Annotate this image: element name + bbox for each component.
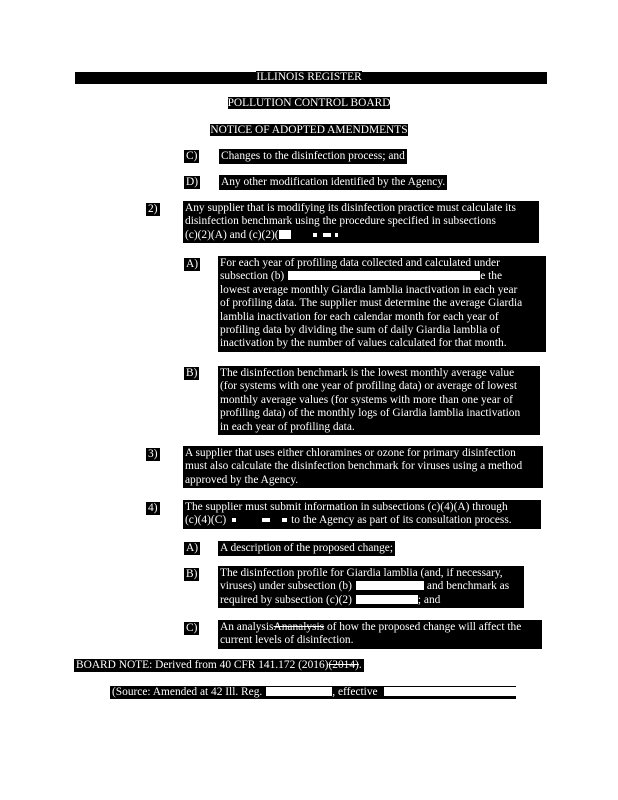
redaction-mark [266, 687, 332, 696]
redaction-mark [335, 233, 338, 237]
redaction-mark [279, 230, 291, 239]
item-c-text: Changes to the disinfection process; and [219, 149, 407, 164]
item-d-text: Any other modification identified by the Agency. [219, 175, 447, 190]
redaction-mark [282, 518, 287, 522]
redaction-mark [384, 687, 518, 696]
source-line: (Source: Amended at 42 Ill. Reg. , effective ) [112, 686, 522, 698]
paragraph-4-text: The supplier must submit information in subsections (c)(4)(A) through (c)(4)(C) to the Agency as part of its consultation process. [183, 500, 541, 529]
redaction-mark [262, 518, 270, 522]
paragraph-3-label: 3) [148, 448, 158, 460]
item-c-label: C) [186, 150, 198, 162]
paragraph-2-label: 2) [148, 203, 158, 215]
paragraph-3-text: A supplier that uses either chloramines or ozone for primary disinfection must also calculate the disinfection benchmark for viruses using a method approved by the Agency. [183, 446, 543, 488]
item-b-label: B) [186, 367, 198, 379]
item-a-text: For each year of profiling data collected and calculated under subsection (b) e the lowest average monthly Giardia lamblia inactivation in each year of profiling data. The supplier must determine the average Giardia lamblia inactivation for each calendar month for each year of profiling data by dividing the sum of daily Giardia lamblia of inactivation by the number of values calculated for that month. [218, 256, 546, 352]
item-a2-label: A) [186, 542, 199, 554]
board-note: BOARD NOTE: Derived from 40 CFR 141.172 (2016)(2014). [76, 659, 362, 671]
redaction-mark [288, 271, 480, 280]
item-c2-label: C) [186, 622, 198, 634]
paragraph-2-text: Any supplier that is modifying its disinfection practice must calculate its disinfection benchmark using the procedure specified in subsections (c)(2)(A) and (c)(2)( [183, 201, 539, 243]
redaction-mark [356, 595, 418, 604]
item-b2-text: The disinfection profile for Giardia lamblia (and, if necessary, viruses) under subsection (b) and benchmark as required by subsection (c)(2) ; and [218, 566, 524, 608]
item-c2-text: An analysisAnanalysis of how the proposed change will affect the current levels of disinfection. [218, 620, 542, 649]
redaction-mark [232, 518, 236, 522]
board-title: POLLUTION CONTROL BOARD [227, 97, 391, 109]
item-b-text: The disinfection benchmark is the lowest monthly average value (for systems with one year of profiling data) or average of lowest monthly average values (for systems with more than one year of profiling data) of the monthly logs of Giardia lamblia inactivation in each year of profiling data. [218, 366, 540, 435]
redaction-mark [323, 233, 331, 237]
item-d-label: D) [186, 176, 199, 188]
redaction-mark [313, 233, 317, 237]
item-b2-label: B) [186, 568, 198, 580]
redaction-mark [356, 581, 424, 590]
register-title: ILLINOIS REGISTER [256, 71, 362, 83]
paragraph-4-label: 4) [148, 502, 158, 514]
item-a-label: A) [186, 258, 199, 270]
item-a2-text: A description of the proposed change; [218, 541, 395, 556]
notice-title: NOTICE OF ADOPTED AMENDMENTS [210, 124, 408, 136]
